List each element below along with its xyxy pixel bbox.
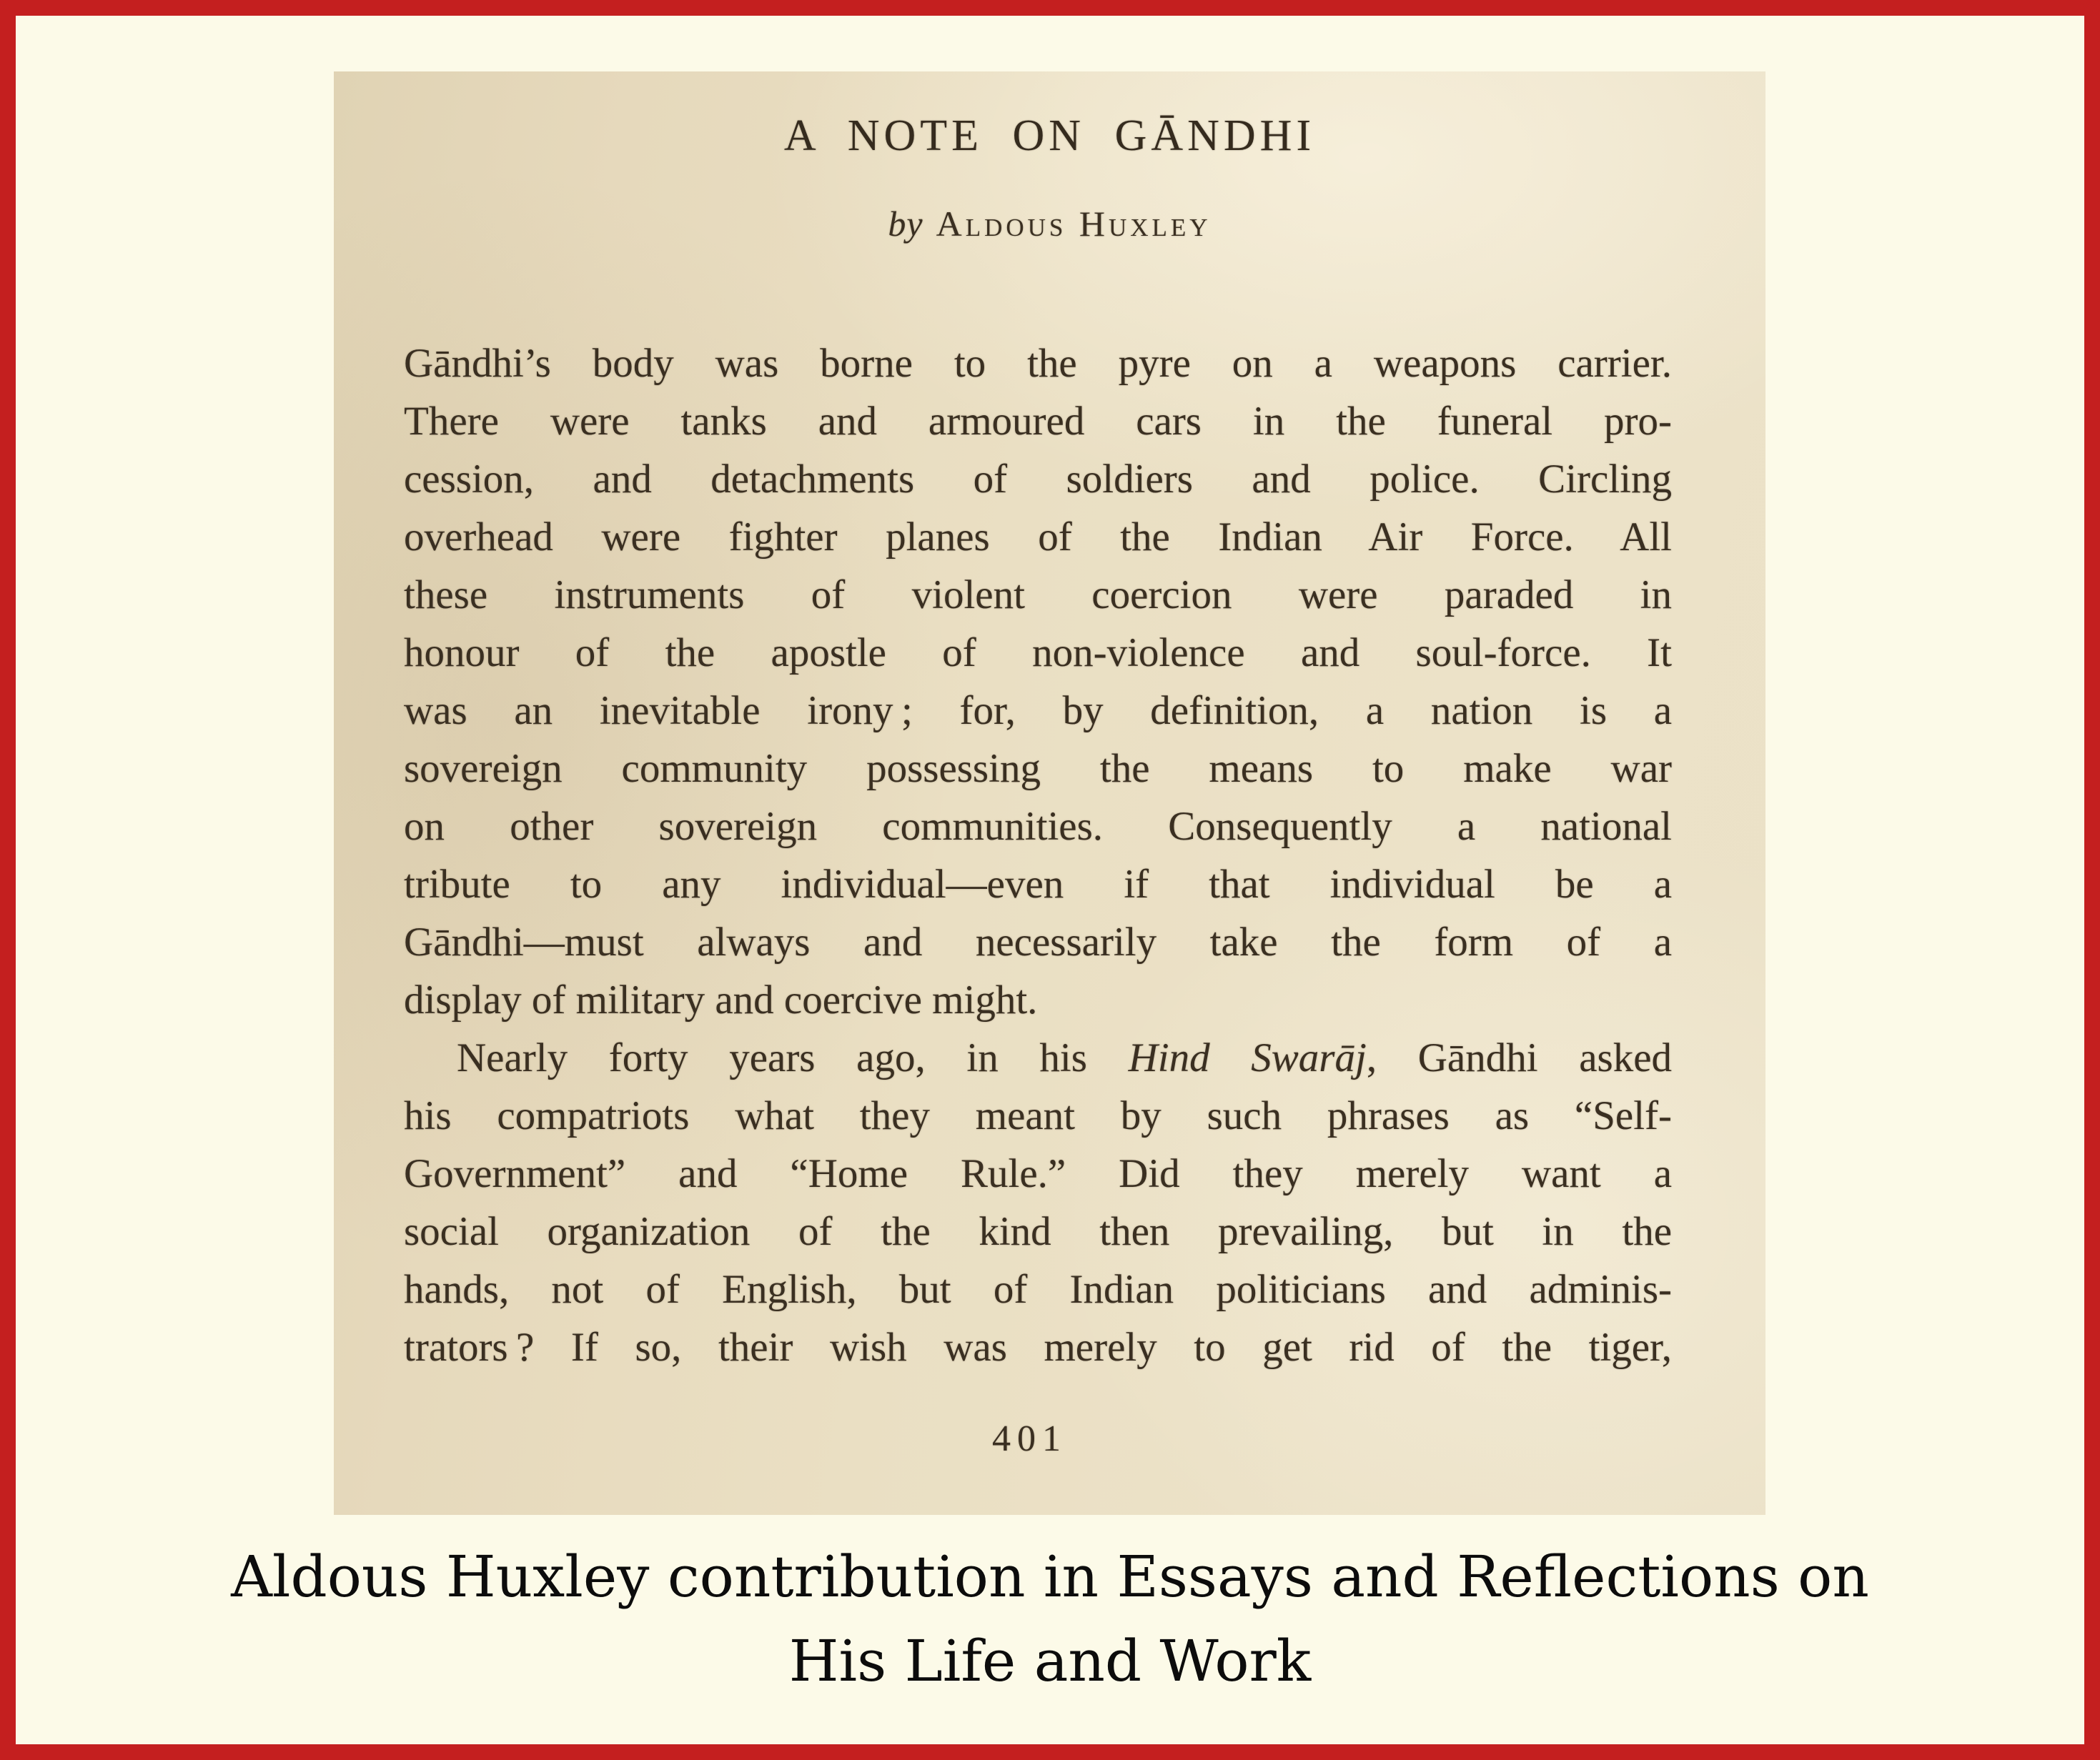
caption — [0, 1535, 2100, 1704]
byline-author: Aldous Huxley — [936, 204, 1212, 244]
text-line: Gāndhi—must always and necessarily take the form of a — [404, 920, 1672, 965]
book-page-scan — [334, 71, 1765, 1515]
page-body — [404, 334, 1672, 1376]
text-line: honour of the apostle of non-violence and soul-force. It — [404, 630, 1672, 675]
text-line: on other sovereign communities. Consequently a national — [404, 804, 1672, 849]
text-line: trators ? If so, their wish was merely to get rid of the tiger, — [404, 1325, 1672, 1370]
text-line: sovereign community possessing the means to make war — [404, 746, 1672, 791]
text-line — [404, 1029, 1672, 1087]
text-line: hands, not of English, but of Indian politicians and adminis- — [404, 1267, 1672, 1312]
text-line: social organization of the kind then prevailing, but in the — [404, 1209, 1672, 1254]
page-number: 401 — [992, 1418, 1067, 1459]
byline — [334, 202, 1765, 245]
caption-line-1: Aldous Huxley contribution in Essays and Reflections on — [231, 1543, 1869, 1610]
text-line-segment: Nearly forty years ago, in his — [457, 1035, 1129, 1080]
caption-line-2: His Life and Work — [788, 1628, 1312, 1694]
text-line: tribute to any individual—even if that individual be a — [404, 862, 1672, 907]
text-line: Government” and “Home Rule.” Did they merely want a — [404, 1151, 1672, 1196]
text-line-segment: , Gāndhi asked — [1366, 1035, 1672, 1080]
text-line: Gāndhi’s body was borne to the pyre on a weapons carrier. — [404, 341, 1672, 386]
page-title: A NOTE ON GĀNDHI — [783, 111, 1316, 160]
text-line: overhead were fighter planes of the Indian Air Force. All — [404, 514, 1672, 560]
text-line: was an inevitable irony ; for, by definition, a nation is a — [404, 688, 1672, 733]
byline-by: by — [888, 204, 923, 244]
text-line: display of military and coercive might. — [404, 978, 1038, 1023]
text-line: There were tanks and armoured cars in the funeral pro- — [404, 399, 1672, 444]
text-line-segment-italic: Hind Swarāj — [1128, 1035, 1367, 1080]
text-line: these instruments of violent coercion were paraded in — [404, 572, 1672, 617]
text-line: cession, and detachments of soldiers and police. Circling — [404, 457, 1672, 502]
text-line: his compatriots what they meant by such phrases as “Self- — [404, 1093, 1672, 1138]
